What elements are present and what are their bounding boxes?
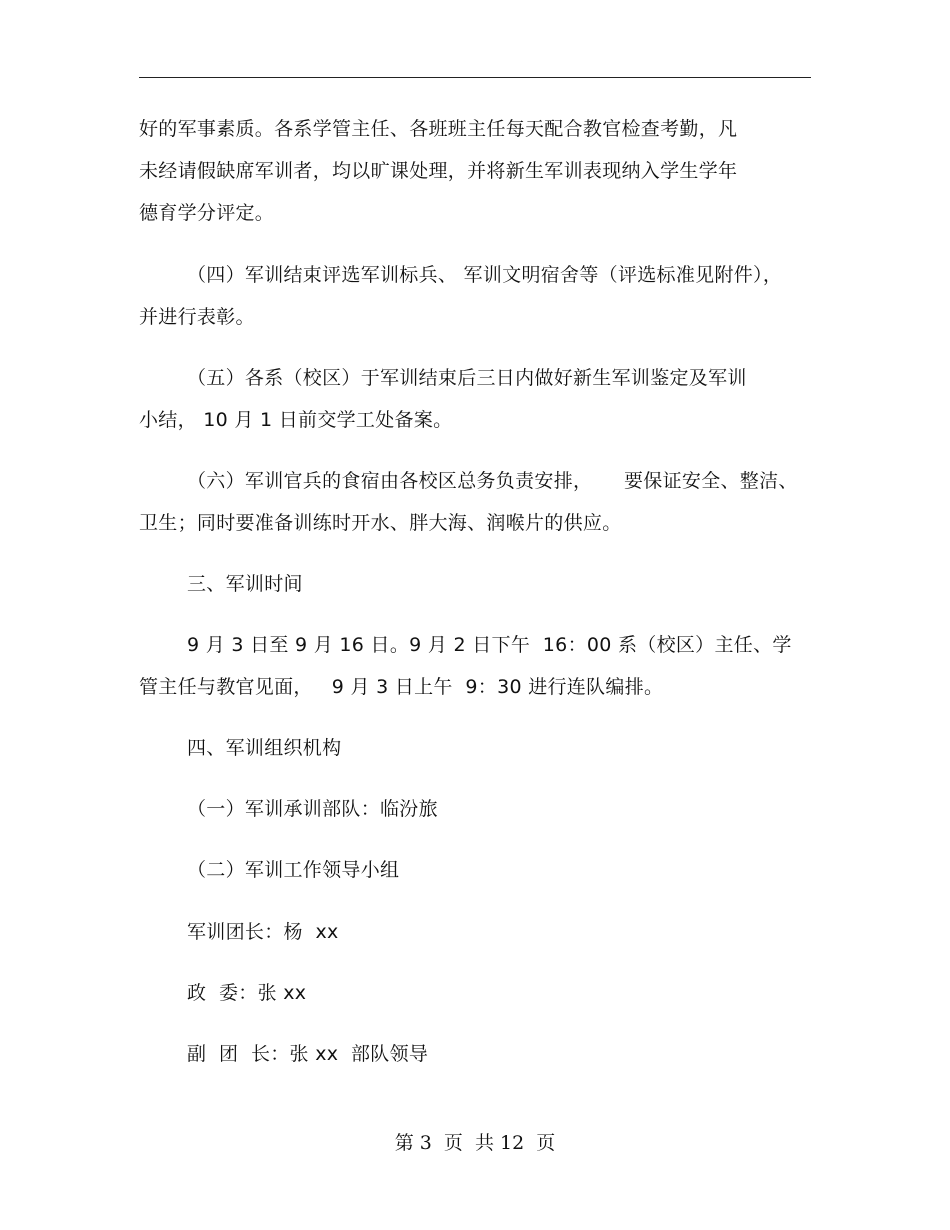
body-line: 小结， 10 月 1 日前交学工处备案。 bbox=[139, 409, 453, 431]
body-line: （二）军训工作领导小组 bbox=[187, 859, 400, 881]
body-line: 管主任与教官见面， 9 月 3 日上午 9：30 进行连队编排。 bbox=[139, 676, 664, 698]
body-line: 未经请假缺席军训者，均以旷课处理，并将新生军训表现纳入学生学年 bbox=[139, 160, 738, 182]
body-line: （四）军训结束评选军训标兵、 军训文明宿舍等（评选标准见附件）， bbox=[187, 264, 783, 286]
body-line: 好的军事素质。各系学管主任、各班班主任每天配合教官检查考勤，凡 bbox=[139, 118, 738, 140]
header-rule bbox=[139, 77, 811, 78]
body-line: 政 委：张 xx bbox=[187, 982, 307, 1004]
section-heading: 四、军训组织机构 bbox=[187, 737, 342, 759]
body-line: 副 团 长：张 xx 部队领导 bbox=[187, 1043, 429, 1065]
body-line: （六）军训官兵的食宿由各校区总务负责安排， 要保证安全、整洁、 bbox=[187, 470, 798, 492]
body-line: （五）各系（校区）于军训结束后三日内做好新生军训鉴定及军训 bbox=[187, 367, 747, 389]
body-line: （一）军训承训部队：临汾旅 bbox=[187, 798, 438, 820]
section-heading: 三、军训时间 bbox=[187, 573, 303, 595]
body-line: 并进行表彰。 bbox=[139, 306, 255, 328]
page-footer: 第 3 页 共 12 页 bbox=[394, 1132, 556, 1154]
body-line: 德育学分评定。 bbox=[139, 202, 275, 224]
body-line: 军训团长：杨 xx bbox=[187, 921, 339, 943]
body-line: 卫生；同时要准备训练时开水、胖大海、润喉片的供应。 bbox=[139, 512, 622, 534]
body-line: 9 月 3 日至 9 月 16 日。9 月 2 日下午 16：00 系（校区）主任、学 bbox=[187, 634, 792, 656]
